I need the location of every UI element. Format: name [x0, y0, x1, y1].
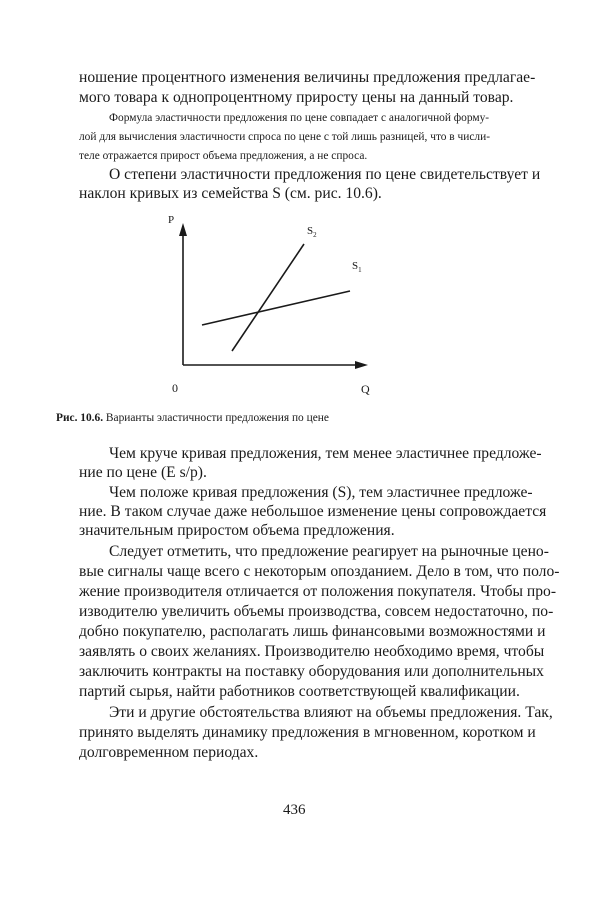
- paragraph-delay-line-8: партий сырья, найти работников соответствующей квалификации.: [79, 683, 520, 700]
- x-axis-arrow: [355, 361, 368, 369]
- curve-s2-subscript: 2: [313, 231, 317, 239]
- paragraph-continued-line-2: мого товара к однопроцентному приросту цены на данный товар.: [79, 89, 514, 106]
- x-axis-label: Q: [361, 382, 370, 396]
- paragraph-delay-line-5: добно покупателю, располагать лишь финансовыми возможностями и: [79, 623, 546, 640]
- paragraph-delay-line-4: изводителю увеличить объемы производства, совсем недостаточно, по-: [79, 603, 554, 620]
- curve-s2-label: [307, 225, 317, 239]
- curve-s2-letter: S: [307, 225, 314, 237]
- curve-s1-subscript: 1: [358, 266, 362, 274]
- paragraph-delay-line-7: заключить контракты на поставку оборудования или дополнительных: [79, 663, 544, 680]
- curve-s1-letter: S: [352, 260, 359, 272]
- paragraph-slope-line-1: О степени эластичности предложения по цене свидетельствует и: [109, 166, 541, 183]
- paragraph-periods-line-1: Эти и другие обстоятельства влияют на объемы предложения. Так,: [109, 704, 553, 721]
- paragraph-delay-line-3: жение производителя отличается от положения покупателя. Чтобы про-: [79, 583, 557, 600]
- curve-s1: [202, 291, 350, 325]
- note-line-3: теле отражается прирост объема предложения, а не спроса.: [79, 150, 368, 162]
- figure-caption: [56, 411, 329, 425]
- y-axis-label: P: [168, 214, 175, 226]
- paragraph-slope-line-2: наклон кривых из семейства S (см. рис. 10.6).: [79, 185, 382, 202]
- paragraph-steep-line-1: Чем круче кривая предложения, тем менее эластичнее предложе-: [109, 445, 542, 462]
- paragraph-continued-line-1: ношение процентного изменения величины предложения предлагае-: [79, 69, 536, 86]
- curve-s2: [232, 244, 304, 351]
- origin-label: 0: [172, 381, 178, 395]
- paragraph-flat-line-3: значительным приростом объема предложения.: [79, 522, 395, 539]
- paragraph-periods-line-2: принято выделять динамику предложения в мгновенном, коротком и: [79, 724, 536, 741]
- note-line-2: лой для вычисления эластичности спроса по цене с той лишь разницей, что в числи-: [79, 131, 490, 143]
- supply-elasticity-figure: [0, 205, 602, 425]
- page-number: 436: [283, 802, 306, 818]
- y-axis-arrow: [179, 223, 187, 236]
- figure-caption-text: Варианты эластичности предложения по цене: [103, 412, 329, 424]
- figure-caption-number: Рис. 10.6.: [56, 412, 104, 424]
- paragraph-delay-line-1: Следует отметить, что предложение реагирует на рыночные цено-: [109, 543, 549, 560]
- paragraph-delay-line-6: заявлять о своих желаниях. Производителю необходимо время, чтобы: [79, 643, 545, 660]
- curve-s1-label: [352, 260, 362, 274]
- paragraph-periods-line-3: долговременном периодах.: [79, 744, 259, 761]
- note-line-1: Формула эластичности предложения по цене совпадает с аналогичной форму-: [109, 112, 490, 124]
- paragraph-flat-line-2: ние. В таком случае даже небольшое изменение цены сопровождается: [79, 503, 547, 520]
- paragraph-steep-line-2: ние по цене (E s/p).: [79, 464, 207, 481]
- paragraph-flat-line-1: Чем положе кривая предложения (S), тем эластичнее предложе-: [109, 484, 533, 501]
- paragraph-delay-line-2: вые сигналы чаще всего с некоторым опозданием. Дело в том, что поло-: [79, 563, 560, 580]
